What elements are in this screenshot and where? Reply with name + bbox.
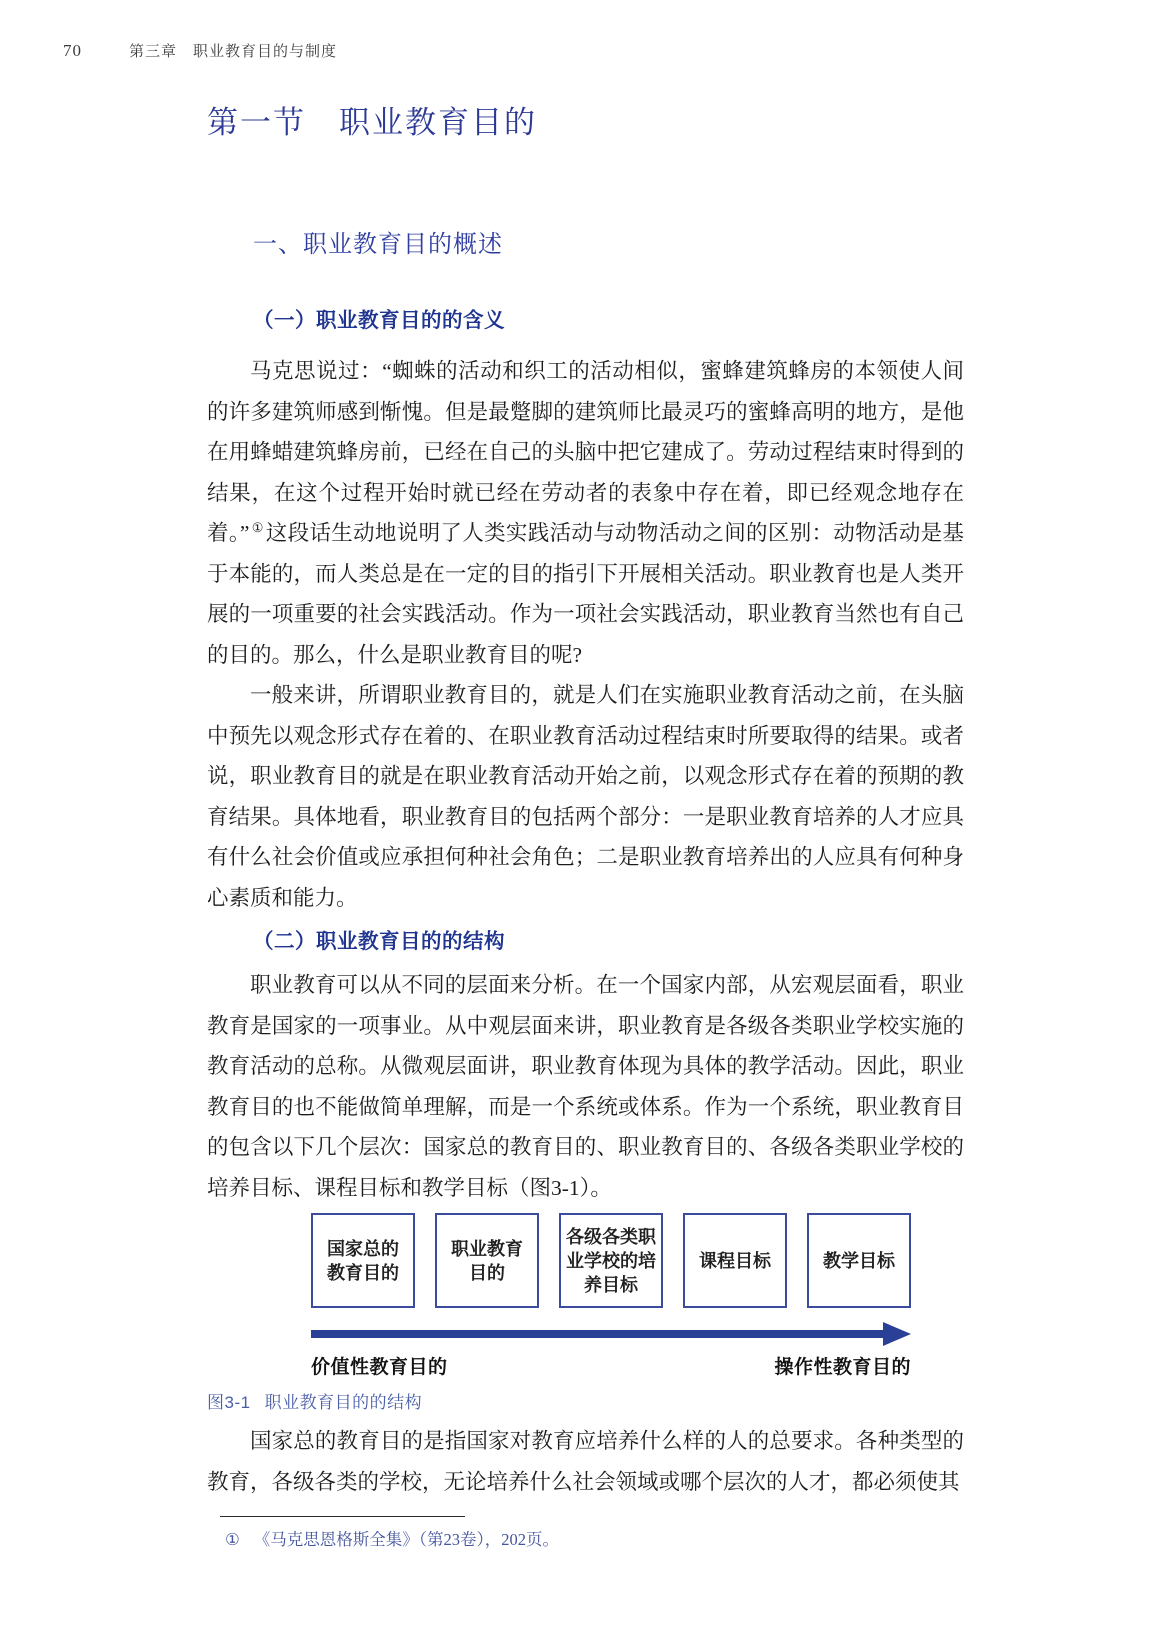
figure-box-vocational-aim	[435, 1213, 539, 1308]
figure-box-label: 各级各类职业学校的培养目标	[565, 1226, 656, 1295]
figure-box-label: 国家总的教育目的	[326, 1238, 399, 1283]
label-value-oriented: 价值性教育目的	[311, 1357, 448, 1378]
figure-caption-title: 职业教育目的的结构	[264, 1393, 423, 1412]
heading-structure: （二）职业教育目的的结构	[253, 930, 505, 953]
page-number: 70	[63, 41, 82, 60]
figure-3-1	[311, 1213, 911, 1379]
footnote-marker: ①	[225, 1530, 240, 1549]
figure-box-label: 教学目标	[823, 1250, 895, 1271]
paragraph-levels: 职业教育可以从不同的层面来分析。在一个国家内部，从宏观层面看，职业教育是国家的一项事业。从中观层面来讲，职业教育是各级各类职业学校实施的教育活动的总称。从微观层面讲，职业教育体现为具体的教学活动。因此，职业教育目的也不能做简单理解，而是一个系统或体系。作为一个系统，职业教育目的包含以下几个层次：国家总的教育目的、职业教育目的、各级各类职业学校的培养目标、课程目标和教学目标（图3-1）。	[207, 973, 964, 1200]
figure-arrow	[311, 1322, 911, 1346]
figure-box-school-goal	[559, 1213, 663, 1308]
footnote-reference-marker: ①	[251, 519, 264, 535]
quote-explanation: 这段话生动地说明了人类实践活动与动物活动之间的区别：动物活动是基于本能的，而人类总是在一定的目的指引下开展相关活动。职业教育也是人类开展的一项重要的社会实践活动。作为一项社会实践活动，职业教育当然也有自己的目的。那么，什么是职业教育目的呢?	[207, 521, 964, 667]
figure-box-teaching-goal	[807, 1213, 911, 1308]
paragraph-definition: 一般来讲，所谓职业教育目的，就是人们在实施职业教育活动之前，在头脑中预先以观念形式存在着的、在职业教育活动过程结束时所要取得的结果。或者说，职业教育目的就是在职业教育活动开始之前，以观念形式存在着的预期的教育结果。具体地看，职业教育目的包括两个部分：一是职业教育培养的人才应具有什么社会价值或应承担何种社会角色；二是职业教育培养出的人应具有何种身心素质和能力。	[207, 683, 964, 910]
quote-text: 马克思说过：“蜘蛛的活动和织工的活动相似，蜜蜂建筑蜂房的本领使人间的许多建筑师感到惭愧。但是最蹩脚的建筑师比最灵巧的蜜蜂高明的地方，是他在用蜂蜡建筑蜂房前，已经在自己的头脑中把它建成了。劳动过程结束时得到的结果，在这个过程开始时就已经在劳动者的表象中存在着，即已经观念地存在着。”	[207, 359, 964, 545]
footnote-text	[225, 1527, 964, 1553]
figure-box-national-aim	[311, 1213, 415, 1308]
heading-meaning: （一）职业教育目的的含义	[253, 309, 505, 332]
arrow-shaft	[311, 1330, 883, 1338]
footnote-citation: 《马克思恩格斯全集》（第23卷），202页。	[253, 1530, 560, 1549]
running-head: 第三章 职业教育目的与制度	[129, 44, 338, 60]
figure-box-curriculum-goal	[683, 1213, 787, 1308]
footnote-divider	[220, 1516, 465, 1517]
footnote-block	[207, 1516, 964, 1553]
figure-axis-labels	[311, 1352, 911, 1379]
label-operational: 操作性教育目的	[774, 1357, 911, 1378]
figure-caption-number: 图3-1	[207, 1393, 251, 1412]
subsection-title: 一、职业教育目的概述	[253, 231, 503, 258]
figure-box-row	[311, 1213, 911, 1308]
section-title: 第一节 职业教育目的	[207, 105, 537, 140]
figure-box-label: 职业教育目的	[450, 1238, 523, 1283]
figure-caption	[207, 1388, 964, 1413]
paragraph-national-aim: 国家总的教育目的是指国家对教育应培养什么样的人的总要求。各种类型的教育，各级各类的学校，无论培养什么社会领域或哪个层次的人才，都必须使其	[207, 1429, 964, 1494]
paragraph-marx-quote	[207, 351, 964, 675]
page-header	[63, 40, 337, 61]
arrow-head-icon	[883, 1322, 911, 1346]
page-body	[207, 0, 964, 1553]
figure-box-label: 课程目标	[699, 1250, 771, 1271]
